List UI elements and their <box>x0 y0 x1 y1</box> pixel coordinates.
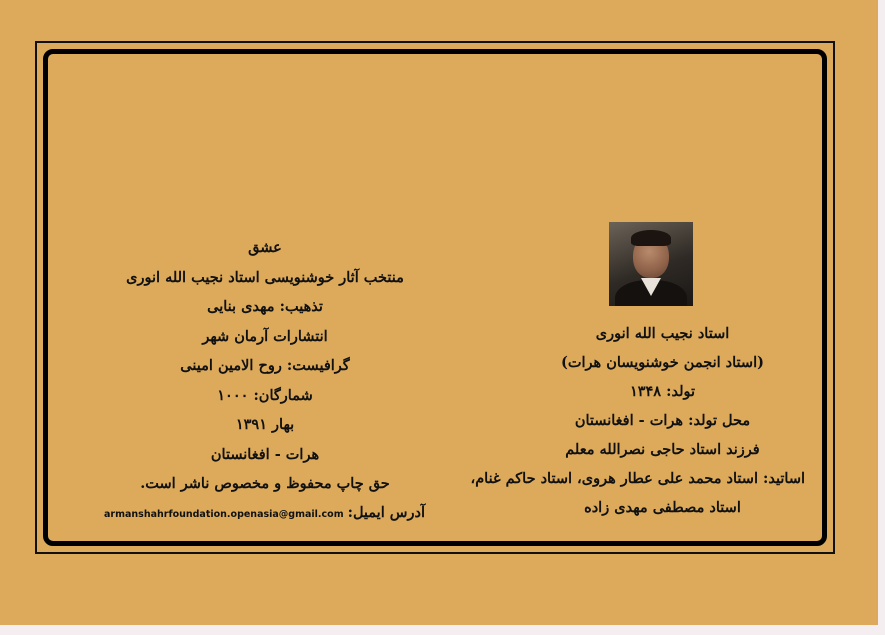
email-line <box>105 499 425 527</box>
portrait-hair <box>631 230 671 246</box>
author-birthplace: محل تولد: هرات - افغانستان <box>574 412 751 429</box>
publication-place: هرات - افغانستان <box>210 445 320 463</box>
email-label: آدرس ایمیل: <box>347 503 425 521</box>
author-parent: فرزند استاد حاجی نصرالله معلم <box>565 441 760 458</box>
author-teachers: اساتید: استاد محمد علی عطار هروی، استاد حاکم غنام، <box>470 470 805 487</box>
author-birth-year: تولد: ۱۳۴۸ <box>629 383 696 400</box>
author-teachers-continued: استاد مصطفی مهدی زاده <box>584 499 741 516</box>
book-title: عشق <box>248 239 282 256</box>
email-address: armanshahrfoundation.openasia@gmail.com <box>104 508 344 520</box>
copyright-notice: حق چاپ محفوظ و مخصوص ناشر است. <box>140 475 390 492</box>
print-run: شمارگان: ۱۰۰۰ <box>217 386 313 404</box>
illumination-credit: تذهیب: مهدی بنایی <box>207 298 323 315</box>
author-bio-block <box>470 319 805 522</box>
graphic-designer-credit: گرافیست: روح الامین امینی <box>180 357 350 374</box>
author-portrait-photo <box>609 222 693 306</box>
book-subtitle: منتخب آثار خوشنویسی استاد نجیب الله انوری <box>126 268 404 286</box>
author-name: استاد نجیب الله انوری <box>595 325 730 342</box>
author-title: (استاد انجمن خوشنویسان هرات) <box>561 354 764 371</box>
publication-info-block <box>105 233 425 527</box>
publication-date: بهار ۱۳۹۱ <box>235 416 295 433</box>
publisher: انتشارات آرمان شهر <box>202 327 328 345</box>
